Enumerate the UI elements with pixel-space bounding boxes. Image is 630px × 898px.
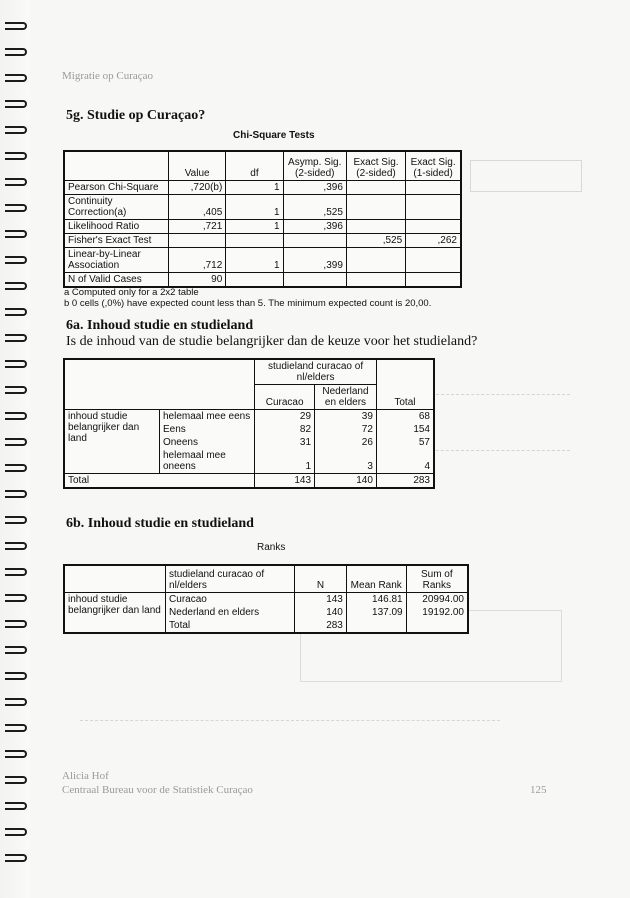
section-heading-6b: 6b. Inhoud studie en studieland xyxy=(66,516,254,531)
row-label: Linear-by-Linear Association xyxy=(64,248,169,273)
binder-ring xyxy=(5,152,27,160)
binder-ring xyxy=(5,672,27,680)
section-heading-6a: 6a. Inhoud studie en studieland xyxy=(66,318,254,333)
chi-square-table xyxy=(63,150,462,288)
total-count: 4 xyxy=(376,449,434,474)
chi-square-table-title: Chi-Square Tests xyxy=(233,130,315,141)
binder-ring xyxy=(5,256,27,264)
table-row xyxy=(64,234,461,248)
df-cell: 1 xyxy=(226,220,283,234)
total-row-label: Total xyxy=(64,474,255,489)
binder-ring xyxy=(5,126,27,134)
table-header-row xyxy=(64,359,434,385)
value-cell: ,712 xyxy=(169,248,226,273)
value-cell xyxy=(169,234,226,248)
table-row xyxy=(64,248,461,273)
binder-ring xyxy=(5,334,27,342)
group-label: Total xyxy=(166,619,295,633)
total-count: 68 xyxy=(376,410,434,424)
exact-sig-2-cell xyxy=(346,220,405,234)
binder-ring xyxy=(5,802,27,810)
exact-sig-1-cell xyxy=(406,195,461,220)
binder-ring xyxy=(5,698,27,706)
ranks-table-title: Ranks xyxy=(257,542,286,553)
curacao-count: 29 xyxy=(255,410,315,424)
sum-ranks-cell: 20994.00 xyxy=(406,593,468,607)
running-header: Migratie op Curaçao xyxy=(62,70,154,82)
row-label: Fisher's Exact Test xyxy=(64,234,169,248)
section-question: Is de inhoud van de studie belangrijker dan de keuze voor het studieland? xyxy=(66,334,478,349)
binder-ring xyxy=(5,100,27,108)
row-variable-label: inhoud studie belangrijker dan land xyxy=(64,593,166,634)
nederland-count: 72 xyxy=(315,423,377,436)
exact-sig-1-cell: ,262 xyxy=(406,234,461,248)
n-cell: 283 xyxy=(295,619,347,633)
value-cell: ,721 xyxy=(169,220,226,234)
binder-ring xyxy=(5,542,27,550)
curacao-count: 31 xyxy=(255,436,315,449)
binder-ring xyxy=(5,490,27,498)
binder-ring xyxy=(5,464,27,472)
row-variable-label: inhoud studie belangrijker dan land xyxy=(64,410,159,474)
header-corner-cell xyxy=(64,359,255,410)
df-cell: 1 xyxy=(226,248,283,273)
exact-sig-2-cell xyxy=(346,273,405,288)
mean-rank-cell xyxy=(346,619,406,633)
table-header-row xyxy=(64,151,461,181)
table-header-row xyxy=(64,565,468,593)
row-label: N of Valid Cases xyxy=(64,273,169,288)
binder-ring xyxy=(5,594,27,602)
column-header: Exact Sig. (2-sided) xyxy=(346,151,405,181)
column-header: Value xyxy=(169,151,226,181)
header-corner-cell xyxy=(64,565,166,593)
column-header: Sum of Ranks xyxy=(406,565,468,593)
binder-ring xyxy=(5,438,27,446)
sum-ranks-cell xyxy=(406,619,468,633)
row-label: Continuity Correction(a) xyxy=(64,195,169,220)
table-footnote: a Computed only for a 2x2 table xyxy=(64,287,199,298)
exact-sig-2-cell: ,525 xyxy=(346,234,405,248)
total-count: 57 xyxy=(376,436,434,449)
binder-ring xyxy=(5,308,27,316)
curacao-count: 82 xyxy=(255,423,315,436)
df-cell: 1 xyxy=(226,181,283,195)
table-row xyxy=(64,593,468,607)
table-row xyxy=(64,273,461,288)
table-total-row xyxy=(64,474,434,489)
asymp-sig-cell xyxy=(283,273,346,288)
binder-ring xyxy=(5,74,27,82)
group-header: studieland curacao of nl/elders xyxy=(255,359,377,385)
binder-ring xyxy=(5,412,27,420)
asymp-sig-cell: ,396 xyxy=(283,220,346,234)
grand-total: 283 xyxy=(376,474,434,489)
df-cell: 1 xyxy=(226,195,283,220)
exact-sig-2-cell xyxy=(346,248,405,273)
binder-ring xyxy=(5,230,27,238)
mean-rank-cell: 146.81 xyxy=(346,593,406,607)
binder-ring xyxy=(5,724,27,732)
nederland-total: 140 xyxy=(315,474,377,489)
table-row xyxy=(64,410,434,424)
curacao-total: 143 xyxy=(255,474,315,489)
row-label: Likelihood Ratio xyxy=(64,220,169,234)
binder-ring xyxy=(5,22,27,30)
page-number: 125 xyxy=(530,784,547,796)
binder-ring xyxy=(5,646,27,654)
total-count: 154 xyxy=(376,423,434,436)
column-header: Exact Sig. (1-sided) xyxy=(406,151,461,181)
n-cell: 143 xyxy=(295,593,347,607)
row-label: helemaal mee eens xyxy=(159,410,254,424)
binder-ring xyxy=(5,776,27,784)
asymp-sig-cell: ,525 xyxy=(283,195,346,220)
binder-ring xyxy=(5,828,27,836)
asymp-sig-cell xyxy=(283,234,346,248)
binder-ring xyxy=(5,568,27,576)
table-row xyxy=(64,181,461,195)
table-footnote: b 0 cells (,0%) have expected count less than 5. The minimum expected count is 20,00. xyxy=(64,298,432,309)
exact-sig-1-cell xyxy=(406,248,461,273)
binder-ring xyxy=(5,204,27,212)
ranks-table xyxy=(63,564,469,634)
row-label: Eens xyxy=(159,423,254,436)
table-row xyxy=(64,220,461,234)
binder-ring xyxy=(5,360,27,368)
curacao-count: 1 xyxy=(255,449,315,474)
exact-sig-1-cell xyxy=(406,181,461,195)
value-cell: ,405 xyxy=(169,195,226,220)
row-label: helemaal mee oneens xyxy=(159,449,254,474)
exact-sig-2-cell xyxy=(346,181,405,195)
nederland-count: 3 xyxy=(315,449,377,474)
column-header: studieland curacao of nl/elders xyxy=(166,565,295,593)
mean-rank-cell: 137.09 xyxy=(346,606,406,619)
group-label: Nederland en elders xyxy=(166,606,295,619)
exact-sig-1-cell xyxy=(406,273,461,288)
column-header: df xyxy=(226,151,283,181)
binder-ring xyxy=(5,178,27,186)
asymp-sig-cell: ,396 xyxy=(283,181,346,195)
column-header: Nederland en elders xyxy=(315,385,377,410)
nederland-count: 26 xyxy=(315,436,377,449)
df-cell xyxy=(226,234,283,248)
header-corner-cell xyxy=(64,151,169,181)
exact-sig-1-cell xyxy=(406,220,461,234)
binder-ring xyxy=(5,750,27,758)
column-header: Curacao xyxy=(255,385,315,410)
value-cell: ,720(b) xyxy=(169,181,226,195)
value-cell: 90 xyxy=(169,273,226,288)
exact-sig-2-cell xyxy=(346,195,405,220)
group-label: Curacao xyxy=(166,593,295,607)
df-cell xyxy=(226,273,283,288)
row-label: Pearson Chi-Square xyxy=(64,181,169,195)
sum-ranks-cell: 19192.00 xyxy=(406,606,468,619)
row-label: Oneens xyxy=(159,436,254,449)
footer-author: Alicia Hof xyxy=(62,770,109,782)
column-header: Asymp. Sig. (2-sided) xyxy=(283,151,346,181)
column-header: Mean Rank xyxy=(346,565,406,593)
binder-ring xyxy=(5,516,27,524)
crosstab-table xyxy=(63,358,435,489)
column-header: Total xyxy=(376,359,434,410)
binder-ring xyxy=(5,386,27,394)
footer-organisation: Centraal Bureau voor de Statistiek Curaçao xyxy=(62,784,253,796)
binder-ring xyxy=(5,48,27,56)
binder-ring xyxy=(5,282,27,290)
section-heading-5g: 5g. Studie op Curaçao? xyxy=(66,108,206,123)
table-row xyxy=(64,195,461,220)
asymp-sig-cell: ,399 xyxy=(283,248,346,273)
binder-ring xyxy=(5,854,27,862)
binder-ring xyxy=(5,620,27,628)
n-cell: 140 xyxy=(295,606,347,619)
nederland-count: 39 xyxy=(315,410,377,424)
binder-edge xyxy=(0,0,30,898)
column-header: N xyxy=(295,565,347,593)
